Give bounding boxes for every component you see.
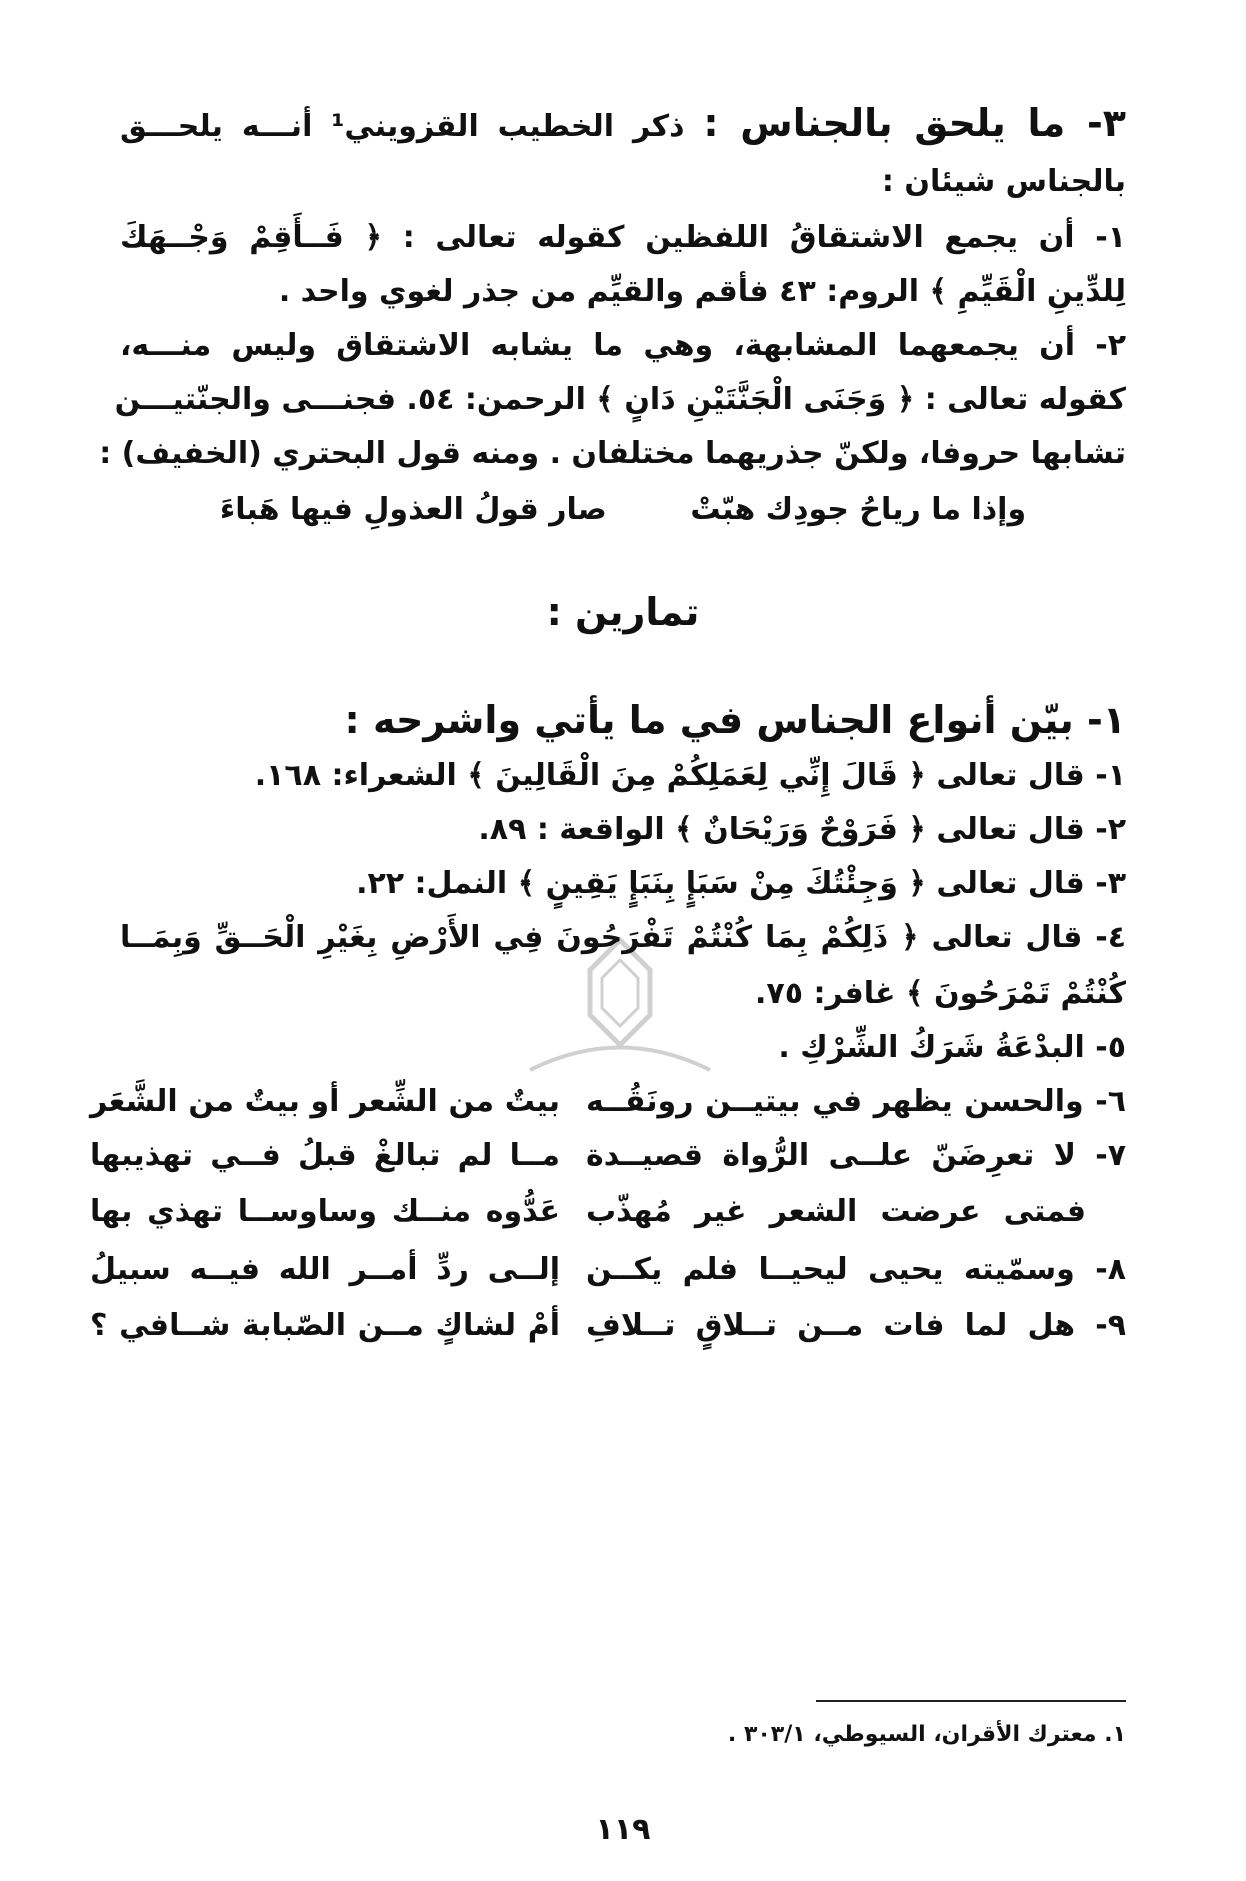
- item2-line2: كقوله تعالى : ﴿ وَجَنَى الْجَنَّتَيْنِ دَانٍ ﴾ الرحمن: ٥٤. فجنـــى والجنّتيـــن: [114, 382, 1126, 417]
- verse-row: [90, 1084, 1126, 1126]
- verse-second-hemistich: إلــى ردِّ أمــر الله فيــه سبيلُ: [90, 1252, 560, 1287]
- verse-first-hemistich: ٨- وسمّيته يحيى ليحيــا فلم يكــن: [586, 1252, 1126, 1287]
- verse-first-hemistich: ٧- لا تعرِضَنّ علــى الرُّواة قصيــدة: [586, 1138, 1126, 1173]
- verse-row: [90, 1252, 1126, 1294]
- item1-line2: لِلدِّينِ الْقَيِّمِ ﴾ الروم: ٤٣ فأقم والقيِّم من جذر لغوي واحد .: [278, 274, 1126, 309]
- section3-line2: بالجناس شيئان :: [881, 164, 1126, 199]
- exercise-q1-heading: ١- بيّن أنواع الجناس في ما يأتي واشرحه :: [344, 698, 1126, 742]
- exercise-item: ٢- قال تعالى ﴿ فَرَوْحٌ وَرَيْحَانٌ ﴾ الواقعة : ٨٩.: [478, 812, 1126, 847]
- exercise-item: ٣- قال تعالى ﴿ وَجِئْتُكَ مِنْ سَبَإٍ بِنَبَإٍ يَقِينٍ ﴾ النمل: ٢٢.: [356, 866, 1126, 901]
- item1-line1: ١- أن يجمع الاشتقاقُ اللفظين كقوله تعالى : ﴿ فَــأَقِمْ وَجْــهَكَ: [120, 220, 1126, 255]
- exercises-title: تمارين :: [546, 590, 700, 634]
- exercise-item: ٤- قال تعالى ﴿ ذَلِكُمْ بِمَا كُنْتُمْ تَفْرَحُونَ فِي الأَرْضِ بِغَيْرِ الْحَــقِّ وَبِمَــا: [120, 920, 1126, 955]
- exercise-item-continuation: كُنْتُمْ تَمْرَحُونَ ﴾ غافر: ٧٥.: [755, 976, 1126, 1011]
- exercise-item: ٥- البدْعَةُ شَرَكُ الشِّرْكِ .: [778, 1030, 1126, 1065]
- verse-second-hemistich: بيتٌ من الشِّعر أو بيتٌ من الشَّعَر: [90, 1084, 560, 1119]
- verse-second-hemistich: أمْ لشاكٍ مــن الصّبابة شــافي ؟: [90, 1308, 560, 1343]
- verse-second-hemistich: مــا لم تبالغْ قبلُ فــي تهذيبها: [90, 1138, 560, 1173]
- verse-first-hemistich: ٦- والحسن يظهر في بيتيــن رونَقُــه: [586, 1084, 1126, 1119]
- section3-heading: ٣- ما يلحق بالجناس :: [703, 101, 1126, 145]
- buhturi-verse: وإذا ما رياحُ جودِك هبّتْ صار قولُ العذولِ فيها هَباءَ: [219, 492, 1027, 527]
- exercise-item: ١- قال تعالى ﴿ قَالَ إِنِّي لِعَمَلِكُمْ مِنَ الْقَالِينَ ﴾ الشعراء: ١٦٨.: [254, 758, 1126, 793]
- footnote-divider: [816, 1700, 1126, 1702]
- page-number: ١١٩: [595, 1812, 651, 1847]
- item2-line1: ٢- أن يجمعهما المشابهة، وهي ما يشابه الاشتقاق وليس منـــه،: [120, 328, 1126, 363]
- verse-first-hemistich: فمتى عرضت الشعر غير مُهذّب: [586, 1194, 1086, 1229]
- footnote: ١. معترك الأقران، السيوطي، ٣٠٣/١ .: [727, 1722, 1126, 1747]
- verse-row: [90, 1308, 1126, 1350]
- item2-line3: تشابها حروفا، ولكنّ جذريهما مختلفان . ومنه قول البحتري (الخفيف) :: [99, 436, 1126, 471]
- verse-first-hemistich: ٩- هل لما فات مــن تــلاقٍ تــلافِ: [586, 1308, 1126, 1343]
- section3-line1: [120, 103, 1126, 147]
- verse-second-hemistich: عَدُّوه منــك وساوســا تهذي بها: [90, 1194, 560, 1229]
- section3-line1-text: ذكر الخطيب القزويني¹ أنـــه يلحـــق: [120, 109, 685, 144]
- verse-row: [90, 1138, 1126, 1180]
- verse-row: [90, 1194, 1126, 1236]
